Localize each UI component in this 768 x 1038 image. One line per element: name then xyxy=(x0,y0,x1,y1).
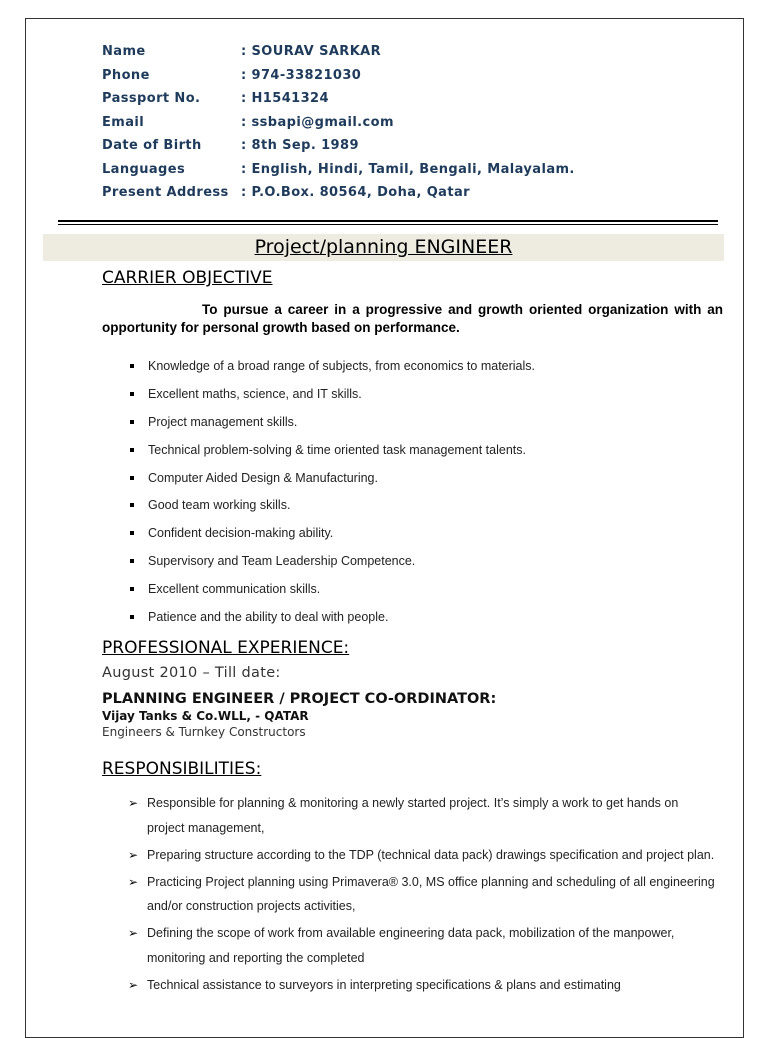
square-bullet-icon xyxy=(130,420,134,424)
list-item xyxy=(128,491,535,519)
list-item xyxy=(128,603,535,631)
list-item xyxy=(128,380,535,408)
info-row-address xyxy=(102,181,575,205)
arrow-bullet-icon: ➢ xyxy=(128,847,139,862)
title-band xyxy=(43,234,724,261)
objective-heading: CARRIER OBJECTIVE xyxy=(102,268,273,288)
square-bullet-icon xyxy=(130,476,134,480)
resume-title: Project/planning ENGINEER xyxy=(254,236,513,258)
info-value: : P.O.Box. 80564, Doha, Qatar xyxy=(241,185,470,201)
personal-info-table xyxy=(102,40,575,205)
list-item xyxy=(128,547,535,575)
square-bullet-icon xyxy=(130,559,134,563)
info-value: : ssbapi@gmail.com xyxy=(241,114,394,130)
info-row-dob xyxy=(102,134,575,158)
skill-text: Excellent maths, science, and IT skills. xyxy=(148,386,362,401)
skill-text: Patience and the ability to deal with people. xyxy=(148,609,389,624)
objective-text: To pursue a career in a progressive and growth oriented organization with an opportunity for personal growth based on performance. xyxy=(102,302,723,335)
company-description: Engineers & Turnkey Constructors xyxy=(102,725,306,739)
skill-text: Knowledge of a broad range of subjects, from economics to materials. xyxy=(148,358,536,373)
skill-text: Excellent communication skills. xyxy=(148,582,321,597)
info-row-languages xyxy=(102,158,575,182)
list-item xyxy=(128,352,535,380)
square-bullet-icon xyxy=(130,531,134,535)
responsibility-text: Practicing Project planning using Primavera® 3.0, MS office planning and scheduling of all engineering and/or construction projects activities, xyxy=(147,874,715,913)
info-label: Email xyxy=(102,114,145,130)
square-bullet-icon xyxy=(130,615,134,619)
skill-text: Project management skills. xyxy=(148,414,298,429)
responsibility-text: Preparing structure according to the TDP (technical data pack) drawings specification and project plan. xyxy=(147,847,715,862)
skill-text: Technical problem-solving & time oriented task management talents. xyxy=(148,442,526,457)
skills-list xyxy=(128,352,535,631)
divider-thick xyxy=(58,220,718,222)
responsibility-text: Responsible for planning & monitoring a newly started project. It’s simply a work to get hands on project management, xyxy=(147,796,679,835)
info-label: Languages xyxy=(102,161,186,177)
info-label: Date of Birth xyxy=(102,138,202,154)
list-item xyxy=(128,843,718,868)
responsibilities-heading: RESPONSIBILITIES: xyxy=(102,759,262,779)
skill-text: Computer Aided Design & Manufacturing. xyxy=(148,470,378,485)
info-label: Passport No. xyxy=(102,91,201,107)
list-item xyxy=(128,519,535,547)
skill-text: Good team working skills. xyxy=(148,498,291,513)
info-label: Name xyxy=(102,44,146,60)
info-value: : SOURAV SARKAR xyxy=(241,44,382,60)
arrow-bullet-icon: ➢ xyxy=(128,926,139,940)
info-value: : H1541324 xyxy=(241,91,329,107)
skill-text: Confident decision-making ability. xyxy=(148,526,334,541)
square-bullet-icon xyxy=(130,392,134,396)
arrow-bullet-icon: ➢ xyxy=(128,874,139,889)
list-item xyxy=(128,575,535,603)
info-row-passport xyxy=(102,87,575,111)
info-row-email xyxy=(102,111,575,135)
list-item xyxy=(128,973,718,998)
info-value: : English, Hindi, Tamil, Bengali, Malayalam. xyxy=(241,161,575,177)
job-role: PLANNING ENGINEER / PROJECT CO-ORDINATOR: xyxy=(102,691,497,707)
list-item xyxy=(128,921,718,970)
square-bullet-icon xyxy=(130,364,134,368)
square-bullet-icon xyxy=(130,587,134,591)
square-bullet-icon xyxy=(130,448,134,452)
info-row-phone xyxy=(102,64,575,88)
responsibility-text: Defining the scope of work from available engineering data pack, mobilization of the manpower, monitoring and reporting the completed xyxy=(147,926,675,965)
info-label: Phone xyxy=(102,67,150,83)
company-name: Vijay Tanks & Co.WLL, - QATAR xyxy=(102,709,309,723)
list-item xyxy=(128,870,718,919)
arrow-bullet-icon: ➢ xyxy=(128,977,139,992)
responsibility-text: Technical assistance to surveyors in interpreting specifications & plans and estimating xyxy=(147,977,621,992)
experience-heading: PROFESSIONAL EXPERIENCE: xyxy=(102,638,350,658)
info-label: Present Address xyxy=(102,185,229,201)
responsibilities-list xyxy=(128,791,718,1000)
arrow-bullet-icon: ➢ xyxy=(128,796,139,810)
list-item xyxy=(128,408,535,436)
skill-text: Supervisory and Team Leadership Competence. xyxy=(148,554,416,569)
list-item xyxy=(128,436,535,464)
divider-thin xyxy=(58,224,718,225)
info-value: : 8th Sep. 1989 xyxy=(241,138,359,154)
employment-period: August 2010 – Till date: xyxy=(102,665,281,681)
info-row-name xyxy=(102,40,575,64)
square-bullet-icon xyxy=(130,503,134,507)
list-item xyxy=(128,791,718,840)
list-item xyxy=(128,464,535,492)
info-value: : 974-33821030 xyxy=(241,67,362,83)
